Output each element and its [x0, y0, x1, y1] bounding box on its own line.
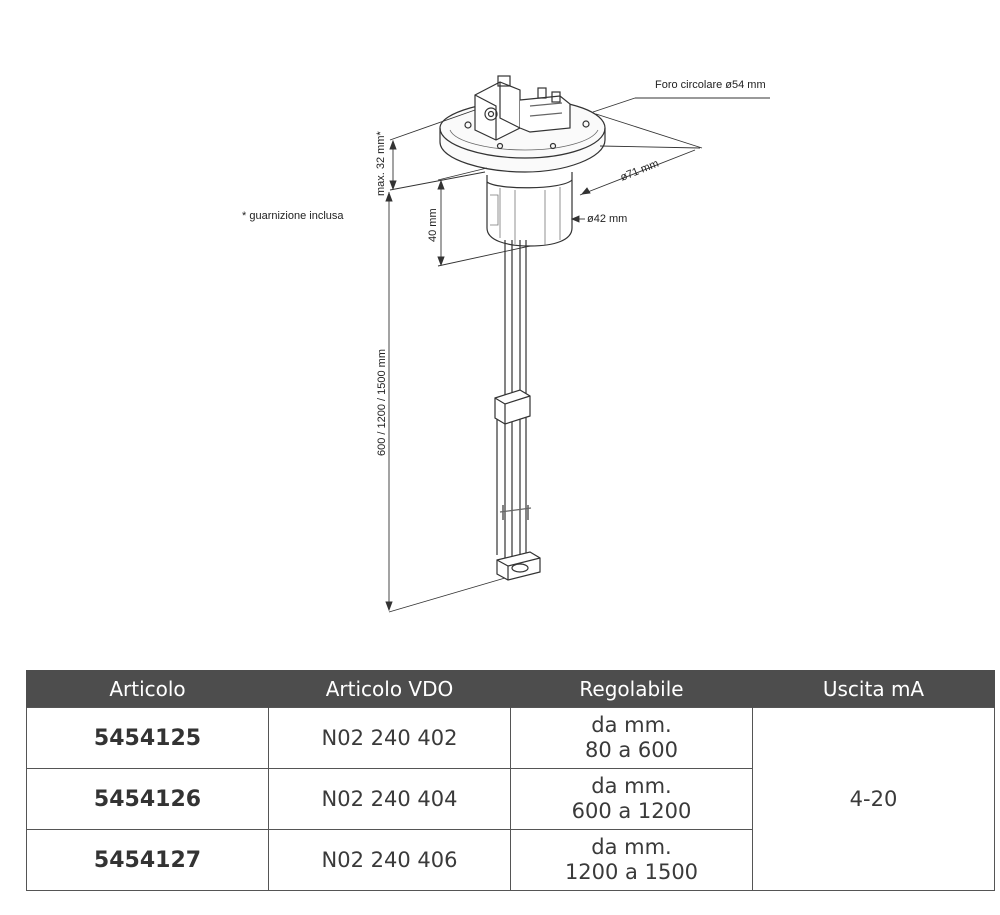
dim-body-leader [572, 216, 585, 222]
header-uscita: Uscita mA [753, 670, 995, 708]
cell-uscita: 4-20 [753, 708, 995, 891]
table-header-row [27, 670, 995, 708]
cell-articolo: 5454125 [27, 708, 269, 769]
label-hole: Foro circolare ø54 mm [655, 79, 766, 91]
reg-line-2: 80 a 600 [584, 738, 679, 762]
table-row [27, 708, 995, 769]
dim-hole-leader [593, 98, 770, 112]
label-body-diameter: ø42 mm [587, 213, 628, 225]
label-max-height: max. 32 mm* [375, 131, 387, 196]
label-flange-diameter: ø71 mm [618, 157, 661, 184]
cell-vdo: N02 240 402 [269, 708, 511, 769]
reg-line-1: da mm. [591, 835, 672, 859]
label-body-height: 40 mm [427, 208, 439, 242]
float-carrier [495, 390, 530, 424]
spec-table [26, 670, 995, 891]
gasket-note: * guarnizione inclusa [242, 210, 344, 222]
reg-line-1: da mm. [591, 774, 672, 798]
cell-vdo: N02 240 404 [269, 769, 511, 830]
header-regolabile: Regolabile [511, 670, 753, 708]
label-length: 600 / 1200 / 1500 mm [376, 348, 388, 456]
cell-articolo: 5454126 [27, 769, 269, 830]
bottom-foot [497, 552, 540, 580]
sensor-body [487, 172, 572, 246]
cell-vdo: N02 240 406 [269, 830, 511, 891]
reg-line-2: 1200 a 1500 [564, 860, 699, 884]
cell-articolo: 5454127 [27, 830, 269, 891]
reg-line-2: 600 a 1200 [571, 799, 692, 823]
header-articolo: Articolo [27, 670, 269, 708]
header-articolo-vdo: Articolo VDO [269, 670, 511, 708]
reg-line-1: da mm. [591, 713, 672, 737]
cell-regolabile [511, 830, 753, 891]
cell-regolabile [511, 769, 753, 830]
cell-regolabile [511, 708, 753, 769]
